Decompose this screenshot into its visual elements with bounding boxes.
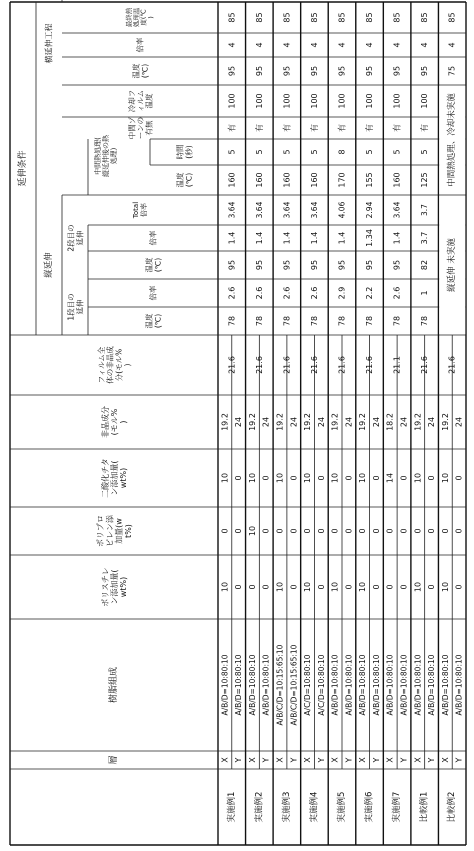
layer-cell: Y — [427, 757, 437, 763]
header-transverse: 横延伸工程 — [44, 23, 54, 64]
final-temp: 85 — [447, 12, 457, 23]
ps-cell: 10 — [440, 581, 450, 593]
amorph-cell: 19.2 — [247, 413, 257, 431]
tr-temp: 95 — [254, 65, 264, 77]
film-amorph-cell: 21.6 — [420, 356, 430, 374]
example-name: 実施例6 — [364, 791, 375, 823]
zone-cell: 有 — [309, 124, 319, 132]
heat-temp: 160 — [254, 172, 264, 188]
heat-time: 5 — [365, 149, 375, 155]
stage2-temp: 95 — [337, 259, 347, 271]
tr-ratio: 4 — [392, 42, 402, 48]
pp-cell: 0 — [344, 528, 354, 534]
ps-cell: 0 — [316, 584, 326, 590]
film-amorph-cell: 21.6 — [227, 356, 237, 374]
pp-cell: 0 — [303, 528, 313, 534]
ps-cell: 10 — [303, 581, 313, 593]
layer-cell: Y — [344, 757, 354, 763]
amorph-cell: 19.2 — [358, 413, 368, 431]
final-temp: 85 — [392, 12, 402, 23]
ps-cell: 0 — [234, 584, 244, 590]
stage1-temp: 78 — [365, 315, 375, 327]
layer-cell: X — [275, 757, 285, 763]
final-temp: 85 — [337, 12, 347, 23]
header-stage1: 1段目の延伸 — [66, 293, 84, 321]
tio2-cell: 10 — [330, 472, 340, 484]
cool-cell: 100 — [337, 93, 347, 109]
tr-ratio: 4 — [447, 42, 457, 48]
cool-cell: 100 — [309, 93, 319, 109]
layer-cell: Y — [261, 757, 271, 763]
amorph-cell: 24 — [316, 416, 326, 428]
amorph-cell: 24 — [371, 416, 381, 428]
ps-cell: 10 — [275, 581, 285, 593]
tio2-cell: 14 — [385, 472, 395, 484]
resin-cell: A/B/D=10:80:10 — [427, 654, 437, 716]
tio2-cell: 10 — [440, 472, 450, 484]
header-temp1: 温度(℃) — [144, 313, 162, 329]
cool-cell: 100 — [227, 93, 237, 109]
pp-cell: 0 — [427, 528, 437, 534]
layer-cell: X — [303, 757, 313, 763]
resin-cell: A/B/D=10:80:10 — [261, 654, 271, 716]
tio2-cell: 0 — [316, 475, 326, 481]
pp-cell: 0 — [220, 528, 230, 534]
amorph-cell: 18.2 — [385, 413, 395, 431]
final-temp: 85 — [420, 12, 430, 23]
ps-cell: 0 — [399, 584, 409, 590]
tr-ratio: 4 — [337, 42, 347, 48]
tio2-cell: 0 — [234, 475, 244, 481]
stage1-ratio: 2.6 — [282, 286, 292, 300]
heat-temp: 170 — [337, 172, 347, 188]
layer-cell: Y — [316, 757, 326, 763]
pp-cell: 0 — [385, 528, 395, 534]
stage1-temp: 78 — [254, 315, 264, 327]
heat-temp: 125 — [420, 172, 430, 188]
ps-cell: 0 — [344, 584, 354, 590]
pp-cell: 0 — [454, 528, 464, 534]
resin-cell: A/B/D=10:80:10 — [247, 654, 257, 716]
total-ratio: 3.64 — [392, 201, 402, 219]
tr-ratio: 4 — [365, 42, 375, 48]
ps-cell: 0 — [454, 584, 464, 590]
resin-cell: A/B/D=10:80:10 — [344, 654, 354, 716]
header-resin: 樹脂組成 — [109, 666, 119, 704]
zone-cell: 有 — [420, 124, 430, 132]
header-temp2: 温度(℃) — [144, 257, 162, 273]
stage1-ratio: 2.6 — [309, 286, 319, 300]
header-longit: 縦延伸 — [44, 252, 54, 278]
example-name: 実施例7 — [392, 791, 403, 823]
total-ratio: 2.94 — [365, 201, 375, 219]
resin-cell: A/B/D=10:80:10 — [330, 654, 340, 716]
header-film-amorph: フィルム全体の非晶成分(モル%) — [96, 346, 132, 384]
stage1-ratio: 2.6 — [392, 286, 402, 300]
ps-cell: 0 — [261, 584, 271, 590]
tr-ratio: 4 — [254, 42, 264, 48]
header-tr-ratio: 倍率 — [135, 37, 145, 53]
final-temp: 85 — [309, 12, 319, 23]
resin-cell: A/B/D=10:80:10 — [454, 654, 464, 716]
tio2-cell: 10 — [358, 472, 368, 484]
header-heat-temp: 温度(℃) — [175, 172, 193, 188]
layer-cell: X — [385, 757, 395, 763]
amorph-cell: 24 — [427, 416, 437, 428]
layer-cell: Y — [454, 757, 464, 763]
header-ps: ポリスチレン添加量(wt%) — [100, 567, 128, 607]
tio2-cell: 0 — [371, 475, 381, 481]
stage2-temp: 82 — [420, 259, 430, 271]
tio2-cell: 10 — [275, 472, 285, 484]
header-mid-heat: 中間熱処理(縦延伸後の熱処理) — [93, 135, 119, 177]
stage1-temp: 78 — [227, 315, 237, 327]
header-tr-temp: 温度(℃) — [131, 63, 149, 79]
layer-cell: X — [330, 757, 340, 763]
heat-temp: 155 — [365, 172, 375, 188]
heat-time: 5 — [392, 149, 402, 155]
resin-cell: A/B/D=10:80:10 — [413, 654, 423, 716]
resin-cell: A/B/D=10:80:10 — [440, 654, 450, 716]
tio2-cell: 0 — [344, 475, 354, 481]
no-longit-note: 縦延伸 未実施 — [447, 238, 458, 292]
amorph-cell: 19.2 — [413, 413, 423, 431]
pp-cell: 0 — [440, 528, 450, 534]
pp-cell: 0 — [399, 528, 409, 534]
example-name: 実施例4 — [309, 791, 320, 823]
header-stretch: 延伸条件 — [18, 150, 28, 187]
ps-cell: 0 — [371, 584, 381, 590]
tr-ratio: 4 — [282, 42, 292, 48]
final-temp: 85 — [282, 12, 292, 23]
stage1-ratio: 1 — [420, 290, 430, 296]
resin-cell: A/C/D=10:80:10 — [316, 654, 326, 716]
total-ratio: 3.64 — [254, 201, 264, 219]
zone-cell: 有 — [254, 124, 264, 132]
header-stage2: 2段目の延伸 — [66, 224, 84, 252]
heat-time: 5 — [420, 149, 430, 155]
header-total: Total倍率 — [131, 201, 149, 219]
pp-cell: 0 — [330, 528, 340, 534]
stage1-ratio: 2.6 — [227, 286, 237, 300]
amorph-cell: 19.2 — [275, 413, 285, 431]
stage2-temp: 95 — [309, 259, 319, 271]
layer-cell: X — [220, 757, 230, 763]
ps-cell: 0 — [427, 584, 437, 590]
stage2-ratio: 1.4 — [309, 231, 319, 245]
heat-temp: 160 — [227, 172, 237, 188]
total-ratio: 3.64 — [227, 201, 237, 219]
resin-cell: A/B/D=10:80:10 — [358, 654, 368, 716]
resin-cell: A/B/C/D=10:15:65:10 — [275, 644, 285, 726]
film-amorph-cell: 21.6 — [447, 356, 457, 374]
layer-cell: X — [440, 757, 450, 763]
ps-cell: 0 — [247, 584, 257, 590]
zone-cell: 有 — [227, 124, 237, 132]
stage1-ratio: 2.9 — [337, 286, 347, 300]
tr-temp: 95 — [420, 65, 430, 77]
resin-cell: A/B/D=10:80:10 — [399, 654, 409, 716]
heat-time: 5 — [282, 149, 292, 155]
film-amorph-cell: 21.6 — [365, 356, 375, 374]
layer-cell: Y — [234, 757, 244, 763]
stage1-temp: 78 — [337, 315, 347, 327]
tio2-cell: 10 — [220, 472, 230, 484]
stage2-ratio: 1.34 — [365, 229, 375, 247]
pp-cell: 0 — [289, 528, 299, 534]
stage2-temp: 95 — [392, 259, 402, 271]
example-name: 実施例2 — [254, 791, 265, 823]
example-name: 比較例1 — [419, 791, 430, 823]
tr-ratio: 4 — [420, 42, 430, 48]
pp-cell: 0 — [316, 528, 326, 534]
heat-time: 5 — [227, 149, 237, 155]
stage2-ratio: 1.4 — [337, 231, 347, 245]
zone-cell: 有 — [365, 124, 375, 132]
example-name: 実施例5 — [337, 791, 347, 823]
stage2-temp: 95 — [254, 259, 264, 271]
amorph-cell: 24 — [344, 416, 354, 428]
header-zone: 中間ゾーンの有無 — [126, 116, 154, 140]
tio2-cell: 10 — [303, 472, 313, 484]
header-pp: ポリプロピレン添加量(wt%) — [95, 515, 133, 547]
resin-cell: A/B/D=10:80:10 — [234, 654, 244, 716]
tio2-cell: 0 — [427, 475, 437, 481]
pp-cell: 0 — [275, 528, 285, 534]
film-amorph-cell: 21.1 — [392, 356, 402, 374]
film-amorph-cell: 21.6 — [337, 356, 347, 374]
heat-temp: 160 — [309, 172, 319, 188]
amorph-cell: 19.2 — [220, 413, 230, 431]
final-temp: 85 — [365, 12, 375, 23]
pp-cell: 10 — [247, 525, 257, 537]
cool-cell: 100 — [392, 93, 402, 109]
heat-time: 8 — [337, 149, 347, 155]
tr-temp: 75 — [447, 65, 457, 77]
amorph-cell: 24 — [399, 416, 409, 428]
layer-cell: X — [413, 757, 423, 763]
tr-temp: 95 — [282, 65, 292, 77]
ps-cell: 10 — [330, 581, 340, 593]
layer-cell: Y — [399, 757, 409, 763]
cool-cell: 100 — [365, 93, 375, 109]
amorph-cell: 24 — [289, 416, 299, 428]
pp-cell: 0 — [261, 528, 271, 534]
ps-cell: 10 — [220, 581, 230, 593]
amorph-cell: 24 — [454, 416, 464, 428]
pp-cell: 0 — [413, 528, 423, 534]
amorph-cell: 19.2 — [330, 413, 340, 431]
zone-cell: 有 — [282, 124, 292, 132]
total-ratio: 4.06 — [337, 201, 347, 219]
no-heat-note: 中間熱処理、冷却未実施 — [447, 93, 458, 187]
header-layer: 層 — [109, 755, 119, 765]
layer-cell: X — [358, 757, 368, 763]
tr-temp: 95 — [337, 65, 347, 77]
header-amorph: 非晶成分(モル%) — [100, 406, 128, 438]
cool-cell: 100 — [282, 93, 292, 109]
layer-cell: X — [247, 757, 257, 763]
stage1-temp: 78 — [309, 315, 319, 327]
tio2-cell: 10 — [413, 472, 423, 484]
amorph-cell: 19.2 — [303, 413, 313, 431]
resin-cell: A/C/D=10:80:10 — [303, 654, 313, 716]
final-temp: 85 — [254, 12, 264, 23]
layer-cell: Y — [371, 757, 381, 763]
tio2-cell: 0 — [399, 475, 409, 481]
total-ratio: 3.7 — [420, 204, 430, 216]
heat-time: 5 — [309, 149, 319, 155]
stage1-ratio: 2.2 — [365, 286, 375, 300]
stage1-temp: 78 — [282, 315, 292, 327]
tr-temp: 95 — [227, 65, 237, 77]
tr-ratio: 4 — [227, 42, 237, 48]
total-ratio: 3.64 — [282, 201, 292, 219]
film-amorph-cell: 21.6 — [309, 356, 319, 374]
header-tio2: 二酸化チタン添加量(wt%) — [100, 458, 128, 498]
total-ratio: 3.64 — [309, 201, 319, 219]
heat-temp: 160 — [282, 172, 292, 188]
stage2-ratio: 1.4 — [282, 231, 292, 245]
header-cool: 冷却フィルム温度 — [126, 89, 154, 113]
cool-cell: 100 — [420, 93, 430, 109]
header-ratio2: 倍率 — [148, 230, 158, 246]
stage2-ratio: 3.7 — [420, 231, 430, 245]
header-final: 最終熱処理温度(℃) — [124, 7, 156, 28]
amorph-cell: 24 — [234, 416, 244, 428]
film-amorph-cell: 21.6 — [254, 356, 264, 374]
heat-temp: 160 — [392, 172, 402, 188]
zone-cell: 有 — [392, 124, 402, 132]
ps-cell: 10 — [358, 581, 368, 593]
stage2-temp: 95 — [365, 259, 375, 271]
resin-cell: A/B/C/D=10:15:65:10 — [289, 644, 299, 726]
stage2-temp: 95 — [282, 259, 292, 271]
pp-cell: 0 — [234, 528, 244, 534]
resin-cell: A/B/D=10:80:10 — [385, 654, 395, 716]
stage2-ratio: 1.4 — [392, 231, 402, 245]
amorph-cell: 24 — [261, 416, 271, 428]
tr-temp: 95 — [309, 65, 319, 77]
resin-cell: A/B/D=10:80:10 — [371, 654, 381, 716]
resin-cell: A/B/D=10:80:10 — [220, 654, 230, 716]
stage2-temp: 95 — [227, 259, 237, 271]
layer-cell: Y — [289, 757, 299, 763]
film-amorph-cell: 21.6 — [282, 356, 292, 374]
ps-cell: 10 — [413, 581, 423, 593]
tr-ratio: 4 — [309, 42, 319, 48]
header-time: 時間(秒) — [175, 144, 193, 160]
heat-time: 5 — [254, 149, 264, 155]
header-ratio1: 倍率 — [148, 285, 158, 301]
final-temp: 85 — [227, 12, 237, 23]
stage1-temp: 78 — [420, 315, 430, 327]
tr-temp: 95 — [365, 65, 375, 77]
amorph-cell: 19.2 — [440, 413, 450, 431]
ps-cell: 0 — [289, 584, 299, 590]
stage1-temp: 78 — [392, 315, 402, 327]
tio2-cell: 0 — [261, 475, 271, 481]
tio2-cell: 0 — [289, 475, 299, 481]
zone-cell: 有 — [337, 124, 347, 132]
tio2-cell: 0 — [454, 475, 464, 481]
example-name: 実施例3 — [281, 791, 292, 823]
pp-cell: 0 — [371, 528, 381, 534]
stage1-ratio: 2.6 — [254, 286, 264, 300]
example-name: 実施例1 — [226, 791, 237, 823]
example-name: 比較例2 — [447, 791, 458, 823]
stage2-ratio: 1.4 — [227, 231, 237, 245]
cool-cell: 100 — [254, 93, 264, 109]
tr-temp: 95 — [392, 65, 402, 77]
stage2-ratio: 1.4 — [254, 231, 264, 245]
tio2-cell: 10 — [247, 472, 257, 484]
pp-cell: 0 — [358, 528, 368, 534]
ps-cell: 0 — [385, 584, 395, 590]
